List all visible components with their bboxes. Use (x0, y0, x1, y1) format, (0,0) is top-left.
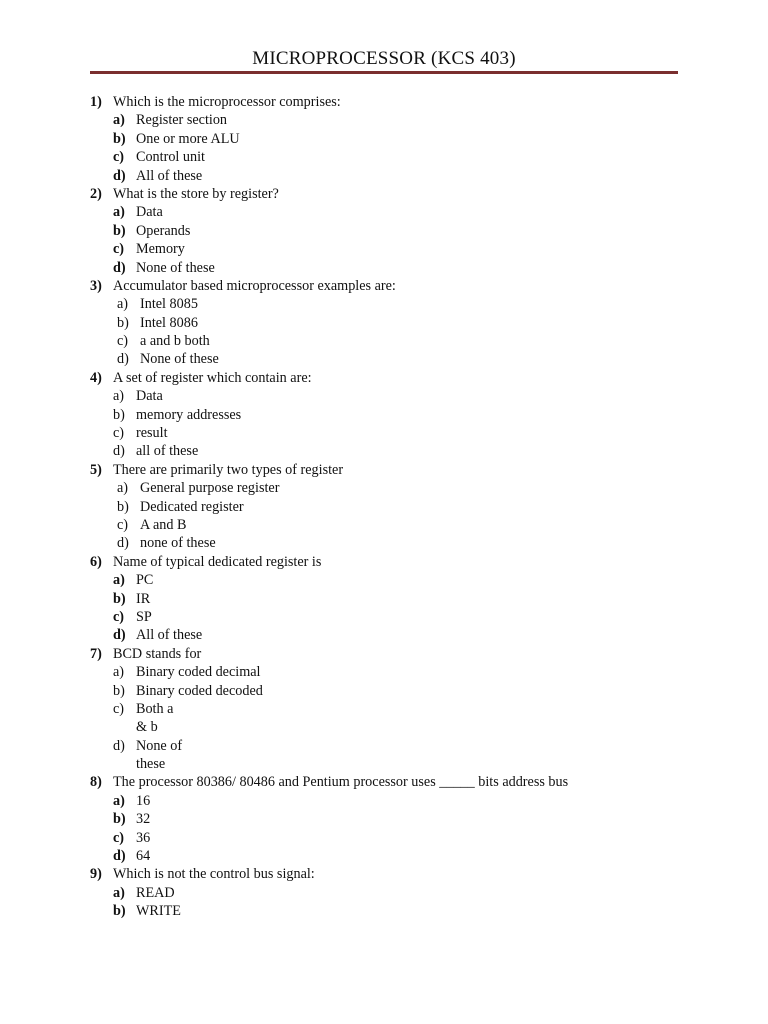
option-letter: b) (113, 130, 126, 147)
option-text: 64 (136, 848, 151, 865)
question-number: 2) (90, 185, 102, 202)
option-d (0, 847, 768, 865)
question-text: Accumulator based microprocessor examples are: (113, 277, 396, 294)
option-continuation (0, 755, 768, 773)
option-text: Data (136, 204, 163, 221)
option-d (0, 442, 768, 460)
option-letter: d) (113, 737, 125, 754)
option-d (0, 167, 768, 185)
option-letter: d) (117, 535, 129, 552)
option-text: Operands (136, 222, 191, 239)
option-c (0, 608, 768, 626)
option-d (0, 534, 768, 552)
option-c (0, 240, 768, 258)
option-a (0, 792, 768, 810)
option-text: Intel 8085 (140, 296, 198, 313)
option-letter: d) (117, 351, 129, 368)
option-letter: a) (113, 112, 125, 129)
option-a (0, 571, 768, 589)
option-a (0, 111, 768, 129)
question-number: 1) (90, 94, 102, 110)
question-number: 3) (90, 277, 102, 294)
option-c (0, 516, 768, 534)
option-b (0, 406, 768, 424)
option-b (0, 682, 768, 700)
question-text: Which is the microprocessor comprises: (113, 94, 341, 110)
option-letter: a) (117, 480, 129, 497)
option-text: Both a (136, 700, 174, 717)
option-letter: b) (117, 314, 129, 331)
option-letter: c) (113, 700, 125, 717)
option-a (0, 884, 768, 902)
question-text: Which is not the control bus signal: (113, 866, 315, 883)
option-text: PC (136, 572, 154, 589)
title-underline (90, 71, 678, 74)
question-number: 6) (90, 553, 102, 570)
question-3 (0, 277, 768, 295)
question-text: BCD stands for (113, 645, 202, 662)
question-number: 9) (90, 866, 102, 883)
question-text: The processor 80386/ 80486 and Pentium processor uses _____ bits address bus (113, 774, 569, 791)
option-text: a and b both (140, 333, 210, 350)
option-b (0, 498, 768, 516)
option-letter: c) (117, 516, 129, 533)
option-text: None of these (140, 351, 219, 368)
question-5 (0, 461, 768, 479)
question-text: A set of register which contain are: (113, 369, 312, 386)
question-2 (0, 185, 768, 203)
option-text: READ (136, 884, 175, 901)
question-number: 5) (90, 461, 102, 478)
option-letter: a) (113, 664, 125, 681)
option-a (0, 479, 768, 497)
option-text: All of these (136, 627, 203, 644)
option-letter: d) (113, 259, 126, 276)
option-c (0, 148, 768, 166)
option-text: Data (136, 388, 163, 405)
option-text: None of (136, 737, 183, 754)
option-a (0, 387, 768, 405)
option-letter: d) (113, 627, 126, 644)
option-letter: c) (113, 829, 125, 846)
option-text: All of these (136, 167, 203, 184)
option-text: all of these (136, 443, 199, 460)
option-letter: d) (113, 848, 126, 865)
option-text: None of these (136, 259, 215, 276)
question-text: What is the store by register? (113, 185, 279, 202)
option-continuation (0, 718, 768, 736)
option-letter: c) (113, 149, 125, 166)
option-letter: b) (113, 903, 126, 920)
option-text: Intel 8086 (140, 314, 198, 331)
question-number: 8) (90, 774, 102, 791)
question-number: 7) (90, 645, 102, 662)
option-b (0, 810, 768, 828)
option-text: Dedicated register (140, 498, 244, 515)
option-letter: b) (113, 811, 126, 828)
option-text: 32 (136, 811, 151, 828)
option-letter: c) (113, 608, 125, 625)
option-text: SP (136, 608, 152, 625)
option-text: Control unit (136, 149, 205, 166)
option-letter: b) (113, 682, 125, 699)
question-1 (0, 93, 768, 111)
option-text: WRITE (136, 903, 181, 920)
option-letter: a) (113, 204, 125, 221)
option-text: General purpose register (140, 480, 280, 497)
option-c (0, 829, 768, 847)
option-a (0, 663, 768, 681)
question-4 (0, 369, 768, 387)
option-text: Binary coded decoded (136, 682, 263, 699)
option-a (0, 203, 768, 221)
option-c (0, 424, 768, 442)
option-letter: c) (117, 333, 129, 350)
option-text: Memory (136, 241, 185, 258)
option-letter: a) (113, 572, 125, 589)
option-text: IR (136, 590, 151, 607)
question-8 (0, 773, 768, 791)
option-letter: a) (113, 388, 125, 405)
option-text: memory addresses (136, 406, 242, 423)
option-text: Register section (136, 112, 228, 129)
option-letter: b) (113, 590, 126, 607)
option-letter: d) (113, 167, 126, 184)
option-text: One or more ALU (136, 130, 240, 147)
option-a (0, 295, 768, 313)
option-text-continued: & b (136, 719, 158, 736)
question-text: There are primarily two types of register (113, 461, 344, 478)
option-d (0, 259, 768, 277)
option-text: 16 (136, 792, 151, 809)
option-b (0, 314, 768, 332)
option-letter: a) (113, 884, 125, 901)
option-letter: a) (113, 792, 125, 809)
option-text-continued: these (136, 756, 166, 773)
option-letter: b) (113, 406, 125, 423)
question-number: 4) (90, 369, 102, 386)
option-d (0, 350, 768, 368)
question-7 (0, 645, 768, 663)
question-6 (0, 553, 768, 571)
option-text: none of these (140, 535, 216, 552)
option-c (0, 332, 768, 350)
option-letter: c) (113, 425, 125, 442)
option-b (0, 590, 768, 608)
option-d (0, 626, 768, 644)
option-letter: c) (113, 241, 125, 258)
option-b (0, 902, 768, 920)
option-letter: b) (117, 498, 129, 515)
question-text: Name of typical dedicated register is (113, 553, 322, 570)
option-letter: d) (113, 443, 125, 460)
option-b (0, 130, 768, 148)
option-letter: b) (113, 222, 126, 239)
option-text: Binary coded decimal (136, 664, 261, 681)
question-9 (0, 865, 768, 883)
option-text: A and B (140, 516, 187, 533)
option-text: 36 (136, 829, 151, 846)
option-d (0, 737, 768, 755)
question-list (0, 93, 768, 921)
option-b (0, 222, 768, 240)
option-letter: a) (117, 296, 129, 313)
option-c (0, 700, 768, 718)
page-title: MICROPROCESSOR (KCS 403) (252, 48, 516, 69)
option-text: result (136, 425, 168, 442)
